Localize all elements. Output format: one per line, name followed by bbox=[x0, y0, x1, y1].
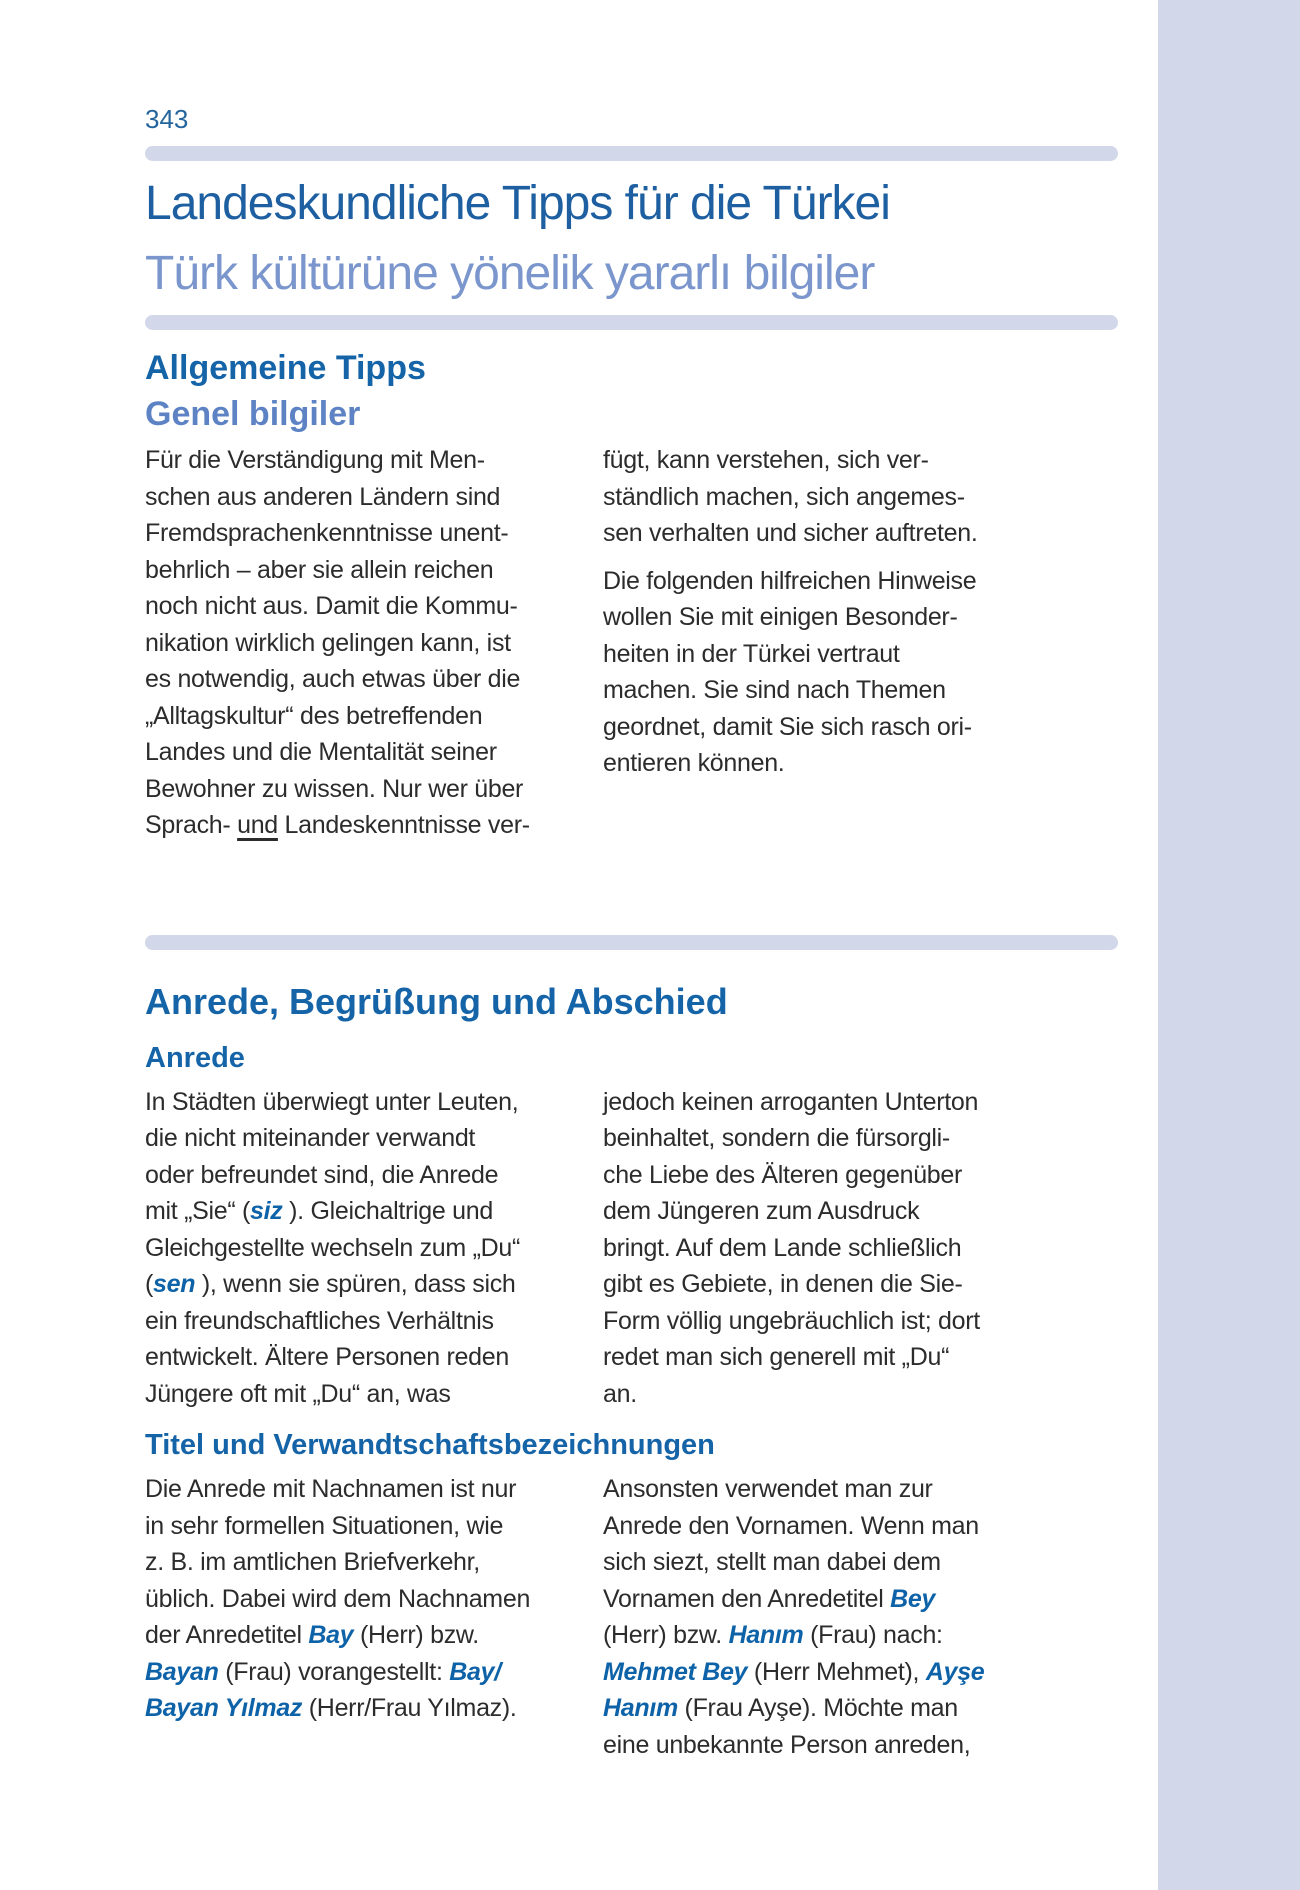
turkish-term: Mehmet Bey bbox=[603, 1657, 748, 1686]
paragraph: Für die Verständigung mit Men- schen aus anderen Ländern sind Fremdsprachenkenntnisse unent- behrlich – aber sie allein reichen noch nicht aus. Damit die Kommu- nikation wirklich gelingen kann, ist es notwendig, auch etwas über die „Alltagskultur“ des betreffenden Landes und die Mentalität seiner Bewohner zu wissen. Nur wer über Sprach- und Landeskenntnisse ver- bbox=[145, 446, 530, 839]
turkish-term: Bayan bbox=[145, 1657, 219, 1686]
turkish-term: Bayan Yılmaz bbox=[145, 1694, 303, 1722]
turkish-term: Bay/ bbox=[449, 1657, 501, 1686]
text-column-left bbox=[145, 442, 575, 855]
two-column-text bbox=[145, 1471, 1118, 1774]
text-column-left bbox=[145, 1471, 575, 1774]
two-column-text bbox=[145, 442, 1118, 855]
section-heading-turkish: Genel bilgiler bbox=[145, 395, 361, 433]
subheading-titel: Titel und Verwandtschaftsbezeichnungen bbox=[145, 1429, 715, 1461]
turkish-term: Hanım bbox=[728, 1621, 804, 1649]
turkish-term: Hanım bbox=[603, 1694, 678, 1722]
two-column-text bbox=[145, 1084, 1118, 1424]
chapter-title-turkish: Türk kültürüne yönelik yararlı bilgiler bbox=[145, 247, 875, 300]
underlined-word: und bbox=[237, 811, 278, 839]
turkish-term: Ayşe bbox=[925, 1657, 985, 1686]
page-edge-band bbox=[1158, 0, 1300, 1890]
divider-bar-top bbox=[145, 146, 1118, 161]
book-page-content bbox=[145, 0, 1118, 1774]
paragraph: Die folgenden hilfreichen Hinweise wollen Sie mit einigen Besonder- heiten in der Türkei vertraut machen. Sie sind nach Themen geordnet, damit Sie sich rasch ori- entieren können. bbox=[603, 566, 977, 777]
section-heading-german: Allgemeine Tipps bbox=[145, 349, 426, 387]
chapter-title-german: Landeskundliche Tipps für die Türkei bbox=[145, 177, 890, 230]
paragraph: fügt, kann verstehen, sich ver- ständlich machen, sich angemes- sen verhalten und sicher auftreten. bbox=[603, 446, 978, 547]
subheading-anrede: Anrede bbox=[145, 1041, 245, 1074]
section-anrede bbox=[145, 980, 1118, 1775]
section-heading-anrede: Anrede, Begrüßung und Abschied bbox=[145, 980, 728, 1022]
turkish-term: siz bbox=[250, 1197, 283, 1225]
text-column-left bbox=[145, 1084, 575, 1424]
divider-bar-section bbox=[145, 935, 1118, 950]
section-general-tips bbox=[145, 348, 1118, 855]
text-column-right bbox=[603, 1084, 1033, 1424]
paragraph: In Städten überwiegt unter Leuten, die nicht miteinander verwandt oder befreundet sind, die Anrede mit „Sie“ (siz ). Gleichaltrige und Gleichgestellte wechseln zum „Du“ (sen ), wenn sie spüren, dass sich ein freundschaftliches Verhältnis entwickelt. Ältere Personen reden Jüngere oft mit „Du“ an, was bbox=[145, 1087, 520, 1408]
paragraph: jedoch keinen arroganten Unterton beinhaltet, sondern die fürsorgli- che Liebe des Älteren gegenüber dem Jüngeren zum Ausdruck bringt. Auf dem Lande schließlich gibt es Gebiete, in denen die Sie- Form völlig ungebräuchlich ist; dort redet man sich generell mit „Du“ an. bbox=[603, 1087, 980, 1408]
turkish-term: Bey bbox=[890, 1584, 936, 1613]
divider-bar-middle bbox=[145, 315, 1118, 330]
text-column-right bbox=[603, 442, 1033, 855]
page-number: 343 bbox=[145, 104, 189, 134]
turkish-term: sen bbox=[153, 1270, 196, 1298]
text-column-right bbox=[603, 1471, 1033, 1774]
paragraph: Die Anrede mit Nachnamen ist nur in sehr formellen Situationen, wie z. B. im amtlichen Briefverkehr, üblich. Dabei wird dem Nachnamen der Anredetitel Bay (Herr) bzw. Bayan (Frau) vorangestellt: Bay/ Bayan Yılmaz (Herr/Frau Yılmaz). bbox=[145, 1475, 531, 1722]
paragraph: Ansonsten verwendet man zur Anrede den Vornamen. Wenn man sich siezt, stellt man dabei dem Vornamen den Anredetitel Bey (Herr) bzw. Hanım (Frau) nach: Mehmet Bey (Herr Mehmet), Ayşe Hanım (Frau Ayşe). Möchte man eine unbekannte Person anreden, bbox=[603, 1475, 985, 1759]
turkish-term: Bay bbox=[308, 1621, 354, 1649]
